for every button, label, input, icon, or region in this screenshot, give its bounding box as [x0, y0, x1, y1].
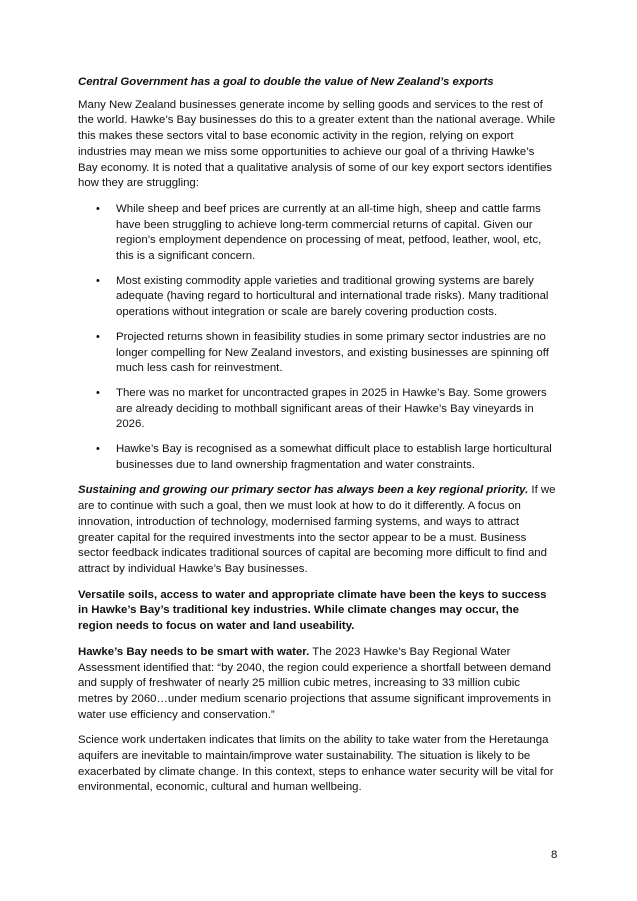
- section-heading-exports: Central Government has a goal to double the value of New Zealand’s exports: [78, 76, 494, 88]
- page-number: 8: [551, 849, 558, 861]
- paragraph-water-assessment: [78, 645, 556, 724]
- paragraph-export-income: Many New Zealand businesses generate income by selling goods and services to the rest of the world. Hawke’s Bay businesses do this to a greater extent than the national average. While this makes these sectors vital to base economic activity in the region, relying on export industries may mean we miss some opportunities to achieve our goal of a thriving Hawke’s Bay economy. It is noted that a qualitative analysis of some of our key export sectors identifies how they are struggling:: [78, 98, 556, 190]
- list-item-text: Projected returns shown in feasibility studies in some primary sector industries are no longer compelling for New Zealand investors, and existing businesses are spinning off much less cash for reinvestment.: [116, 330, 549, 375]
- bullet-icon: •: [96, 330, 100, 343]
- bullet-icon: •: [96, 274, 100, 287]
- paragraph-primary-sector: [78, 483, 556, 577]
- paragraph-aquifer-science: Science work undertaken indicates that limits on the ability to take water from the Heretaunga aquifers are inevitable to maintain/improve water sustainability. The situation is likely to be exacerbated by climate change. In this context, steps to enhance water security will be vital for environmental, economic, cultural and human wellbeing.: [78, 734, 554, 794]
- primary-sector-lead: Sustaining and growing our primary sector has always been a key regional priority.: [78, 484, 529, 497]
- bullet-icon: •: [96, 386, 100, 399]
- list-item: [78, 330, 556, 377]
- list-item-text: Hawke’s Bay is recognised as a somewhat difficult place to establish large horticultural businesses due to land ownership fragmentation and water constraints.: [116, 443, 552, 471]
- list-item-text: Most existing commodity apple varieties and traditional growing systems are barely adequate (having regard to horticultural and international trade risks). Many traditional operations without integration or scale are barely covering production costs.: [116, 274, 549, 319]
- list-item-text: While sheep and beef prices are currently at an all-time high, sheep and cattle farms have been struggling to achieve long-term commercial returns of capital. Given our region’s employment dependence on processing of meat, petfood, leather, wool, etc, this is a significant concern.: [116, 202, 542, 263]
- page-content: [78, 75, 556, 806]
- list-item: [78, 442, 556, 473]
- list-item: [78, 202, 556, 265]
- struggling-sectors-list: [78, 202, 556, 474]
- primary-sector-body: If we are to continue with such a goal, then we must look at how to do it differently. A focus on innovation, introduction of technology, modernised farming systems, and ways to attract greater capital for the required investments into the sector appear to be a must. Business sector feedback indicates traditional sources of capital are becoming more difficult to find and attract by individual Hawke’s Bay businesses.: [78, 484, 556, 575]
- list-item-text: There was no market for uncontracted grapes in 2025 in Hawke’s Bay. Some growers are already deciding to mothball significant areas of their Hawke’s Bay vineyards in 2026.: [116, 386, 547, 431]
- bullet-icon: •: [96, 443, 100, 456]
- water-assessment-body: The 2023 Hawke’s Bay Regional Water Assessment identified that: “by 2040, the region could experience a shortfall between demand and supply of freshwater of nearly 25 million cubic metres, increasing to 33 million cubic metres by 2060…under medium scenario projections that assume significant improvements in water use efficiency and conservation.”: [78, 645, 552, 721]
- bullet-icon: •: [96, 202, 100, 215]
- list-item: [78, 386, 556, 433]
- section-heading-soils-water: Versatile soils, access to water and appropriate climate have been the keys to success in Hawke’s Bay’s traditional key industries. While climate changes may occur, the region needs to focus on water and land useability.: [78, 588, 547, 633]
- water-smart-lead: Hawke’s Bay needs to be smart with water.: [78, 645, 310, 658]
- list-item: [78, 274, 556, 321]
